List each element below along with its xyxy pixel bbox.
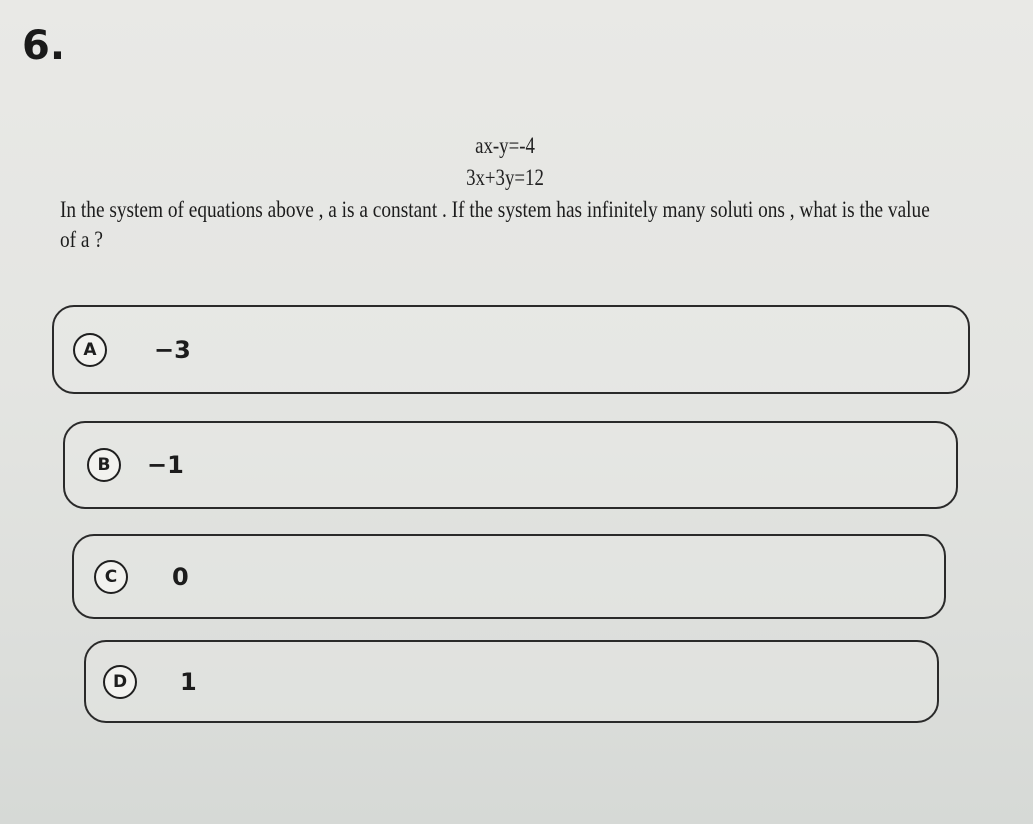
choice-b-letter: B <box>87 448 121 482</box>
question-text: In the system of equations above , a is a constant . If the system has infinitely many soluti ons , what is the value of a ? <box>60 197 930 252</box>
choice-a-button[interactable] <box>52 305 970 394</box>
choice-b-value: −1 <box>147 451 184 479</box>
equation-1: ax-y=-4 <box>475 133 535 158</box>
choice-a-value: −3 <box>154 335 191 364</box>
choice-d-value: 1 <box>180 667 197 696</box>
choice-b-button[interactable] <box>63 421 958 509</box>
choice-c-value: 0 <box>172 562 189 591</box>
choice-c-button[interactable] <box>72 534 946 619</box>
equation-2: 3x+3y=12 <box>466 165 544 190</box>
question-number: 6. <box>22 23 66 69</box>
choice-a-letter: A <box>73 333 107 367</box>
choice-d-button[interactable] <box>84 640 939 723</box>
choice-c-letter: C <box>94 560 128 594</box>
choice-d-letter: D <box>103 665 137 699</box>
